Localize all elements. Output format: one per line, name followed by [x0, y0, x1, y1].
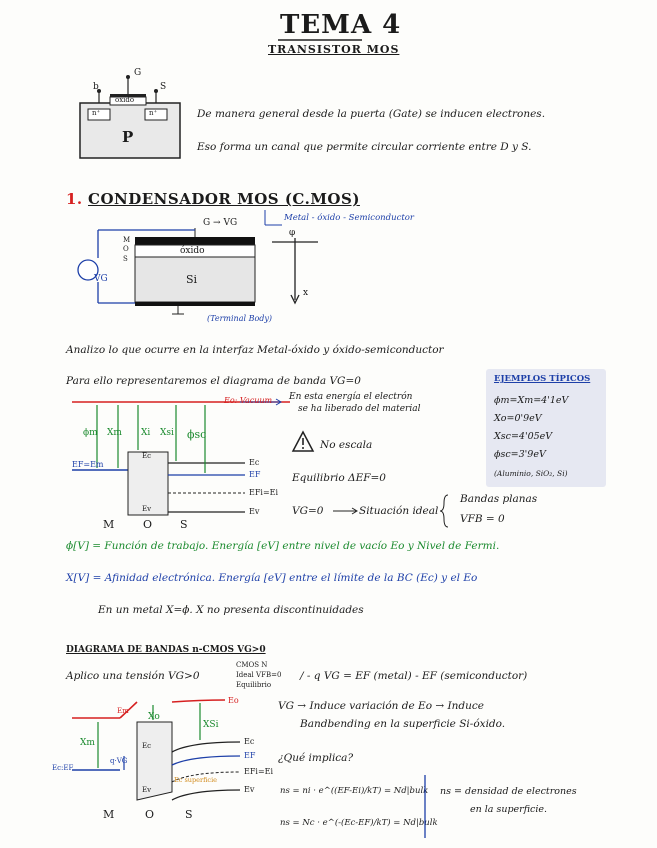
example-item-2: Xo=0'9eV [494, 413, 542, 424]
vacuum-level-label: Eo: Vacuum [224, 396, 273, 405]
analyze-text: Analizo lo que ocurre en la interfaz Metal-óxido y óxido-semiconductor [66, 344, 444, 356]
examples-title: EJEMPLOS TÍPICOS [494, 374, 591, 384]
s-region-label: S [180, 518, 188, 531]
body-label: b [93, 82, 99, 92]
m-region-label-2: M [103, 808, 115, 821]
oxide-ev-label-2: Ev [142, 786, 152, 794]
ef-label-2: EF [244, 751, 256, 760]
source-label: S [160, 82, 167, 92]
phi-axis-label: φ [289, 228, 296, 238]
chi-i-label: Xi [141, 428, 151, 438]
section-number: 1. [66, 190, 83, 208]
ideal-situation-label: Situación ideal [359, 505, 439, 517]
gate-vg-label: G → VG [203, 218, 238, 228]
ev-label-2: Ev [244, 785, 255, 794]
ec-ef-metal-label: Ec:EF [52, 764, 74, 772]
phi-m-label: ϕm [83, 428, 98, 438]
efi-label: EFi=Ei [249, 488, 279, 497]
o-region-label-2: O [145, 808, 155, 821]
ec-label: Ec [249, 458, 260, 467]
vacuum-note-1: En esta energía el electrón [289, 392, 413, 402]
mos-meaning: Metal - óxido - Semiconductor [284, 213, 414, 223]
vfb-label: VFB = 0 [460, 513, 505, 525]
work-function-definition: ϕ[V] = Función de trabajo. Energía [eV] entre nivel de vacío Eo y Nivel de Fermi. [66, 540, 500, 552]
s-region-label-2: S [185, 808, 193, 821]
oxide-ec-label: Ec [142, 452, 152, 460]
example-item-4: ϕsc=3'9eV [494, 449, 546, 460]
no-scale-note: No escala [320, 439, 373, 451]
terminal-body-label: (Terminal Body) [207, 314, 273, 323]
page-subtitle: TRANSISTOR MOS [268, 43, 400, 56]
page-title: TEMA 4 [280, 10, 402, 40]
ec-surface-label: Ec superficie [174, 776, 217, 784]
equilibrium-note-2: Equilibrio [236, 681, 272, 689]
ns-definition-2: en la superficie. [470, 804, 548, 815]
implication-question: ¿Qué implica? [278, 752, 354, 764]
ev-label: Ev [249, 507, 260, 516]
diagram2-title: DIAGRAMA DE BANDAS n-CMOS VG>0 [66, 645, 266, 655]
ef-em-label: EF=Em [72, 460, 104, 469]
intro-line-2: Eso forma un canal que permite circular corriente entre D y S. [197, 141, 532, 153]
si-layer-label: Si [186, 273, 198, 286]
induce-line-2: Bandbending en la superficie Si-óxido. [300, 718, 506, 730]
ns-equation-1: ns = ni · e^((EF-Ei)/kT) = Nd|bulk [280, 786, 429, 796]
layer-m-label: M [123, 236, 131, 244]
ec-label-2: Ec [244, 737, 255, 746]
section-title: CONDENSADOR MOS (C.MOS) [88, 190, 360, 208]
vg-source-label: VG [94, 274, 108, 284]
metal-note: En un metal X=ϕ. X no presenta discontinuidades [98, 604, 364, 616]
electron-affinity-definition: X[V] = Afinidad electrónica. Energía [eV] entre el límite de la BC (Ec) y el Eo [66, 572, 478, 584]
xm-label-2: Xm [80, 738, 95, 748]
cmos-n-note: CMOS N [236, 661, 268, 669]
oxide-layer-label: óxido [180, 246, 205, 256]
ef-label: EF [249, 470, 261, 479]
vacuum-note-2: se ha liberado del material [298, 404, 421, 414]
equilibrium-note: Equilibrio ΔEF=0 [292, 472, 386, 484]
qvg-label: q·VG [110, 757, 128, 765]
flat-bands-label: Bandas planas [460, 493, 538, 505]
vg-zero-label: VG=0 [292, 505, 324, 517]
band-intro-text: Para ello representaremos el diagrama de banda VG=0 [66, 375, 361, 387]
example-item-3: Xsc=4'05eV [494, 431, 553, 442]
chi-si-label: Xsi [160, 428, 174, 438]
example-item-1: ϕm=Xm=4'1eV [494, 395, 569, 406]
o-region-label: O [143, 518, 153, 531]
em-label: Em [117, 707, 129, 715]
eo-label: Eo [228, 696, 239, 705]
n-plus-left: n⁺ [92, 109, 101, 117]
n-plus-right: n⁺ [149, 109, 158, 117]
efi-label-2: EFi=Ei [244, 767, 274, 776]
layer-s-label: S [123, 255, 128, 263]
xo-label-2: Xo [148, 712, 160, 722]
layer-o-label: O [123, 245, 129, 253]
ns-definition-1: ns = densidad de electrones [440, 786, 577, 797]
intro-line-1: De manera general desde la puerta (Gate) se inducen electrones. [197, 108, 546, 120]
p-substrate-label: P [122, 128, 134, 146]
induce-line-1: VG → Induce variación de Eo → Induce [278, 700, 484, 712]
m-region-label: M [103, 518, 115, 531]
apply-voltage-text: Aplico una tensión VG>0 [66, 670, 200, 682]
fermi-equation: / - q VG = EF (metal) - EF (semiconductor) [300, 670, 528, 682]
chi-m-label: Xm [107, 428, 122, 438]
example-materials: (Aluminio, SiO₂, Si) [494, 469, 568, 478]
x-axis-label: x [303, 288, 309, 298]
phi-sc-label: ϕsc [187, 428, 207, 441]
oxide-ec-label-2: Ec [142, 742, 152, 750]
gate-label: G [134, 68, 142, 78]
oxide-label: óxido [115, 96, 135, 104]
oxide-ev-label: Ev [142, 505, 152, 513]
ns-equation-2: ns = Nc · e^(-(Ec-EF)/kT) = Nd|bulk [280, 818, 438, 828]
xsi-label-2: XSi [203, 720, 219, 730]
ideal-vfb-note: Ideal VFB=0 [236, 671, 282, 679]
